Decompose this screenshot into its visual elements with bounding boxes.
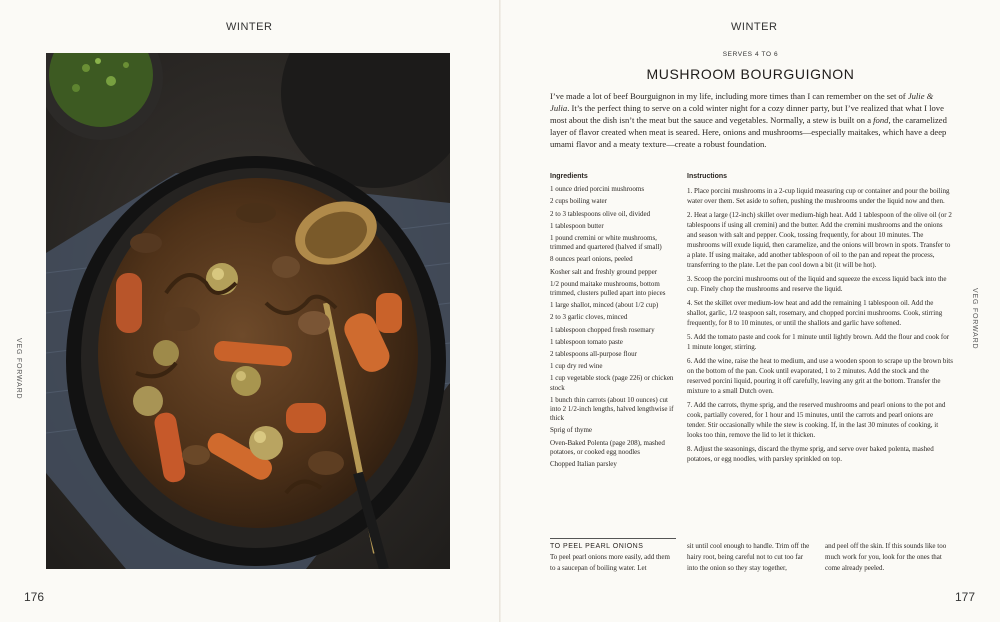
- ingredient-item: 1 cup dry red wine: [550, 362, 603, 371]
- intro-italic-2: fond: [873, 115, 889, 125]
- instruction-step: 5. Add the tomato paste and cook for 1 minute until lightly brown. Add the flour and cook for 1 minute longer, stirring.: [687, 333, 950, 351]
- instructions-list: [687, 172, 953, 468]
- instruction-step: 1. Place porcini mushrooms in a 2-cup liquid measuring cup or container and pour the boiling water over them. Set aside to soften, pushing the mushrooms under the liquid now and then.: [687, 187, 950, 205]
- recipe-title: MUSHROOM BOURGUIGNON: [646, 66, 855, 82]
- ingredient-item: 1 pound cremini or white mushrooms, trimmed and quartered (halved if small): [550, 234, 662, 252]
- left-section-header: WINTER: [226, 21, 273, 33]
- instruction-step: 4. Set the skillet over medium-low heat and add the remaining 1 tablespoon oil. Add the shallot, garlic, 1/2 teaspoon salt, rosemary, and chopped porcini mushrooms. Cook, stirring frequently, for 8 to 10 minutes, or until the shallots and garlic have softened.: [687, 299, 943, 327]
- recipe-intro: [550, 90, 950, 150]
- right-side-label: VEG FORWARD: [971, 288, 978, 350]
- ingredient-item: 1 tablespoon tomato paste: [550, 337, 623, 346]
- serves-line: SERVES 4 TO 6: [722, 51, 779, 58]
- tip-column-1: [550, 538, 676, 574]
- ingredient-item: Kosher salt and freshly ground pepper: [550, 267, 658, 276]
- ingredient-item: Sprig of thyme: [550, 426, 592, 435]
- dish-photo: [46, 53, 450, 569]
- ingredient-item: 1 tablespoon butter: [550, 221, 604, 230]
- ingredient-item: 2 to 3 garlic cloves, minced: [550, 313, 628, 322]
- stew-illustration: [46, 53, 450, 569]
- ingredient-item: Chopped Italian parsley: [550, 460, 617, 469]
- instruction-step: 8. Adjust the seasonings, discard the thyme sprig, and serve over baked polenta, mashed potatoes, or egg noodles, with parsley sprinkled on top.: [687, 445, 934, 463]
- right-section-header: WINTER: [731, 21, 778, 33]
- instruction-step: 2. Heat a large (12-inch) skillet over medium-high heat. Add 1 tablespoon of the olive oil (or 2 tablespoons if using all cremini) and the butter. Add the cremini mushrooms and the onions and season with salt and pepper. Cook, tossing frequently, for about 10 minutes. The mushrooms will exude liquid, then caramelize, and the onions will brown in spots. Transfer to a plate. If using maitake, add another tablespoon of oil to the pan and repeat the process, transferring to the plate. Let the pan cool down a bit (it will be hot).: [687, 211, 952, 269]
- ingredient-item: 1 ounce dried porcini mushrooms: [550, 185, 645, 194]
- right-page-number: 177: [955, 590, 976, 604]
- ingredient-item: 8 ounces pearl onions, peeled: [550, 255, 633, 264]
- tip-text-2: sit until cool enough to handle. Trim off the hairy root, being careful not to cut too far into the onion so they stay together,: [687, 542, 810, 572]
- intro-text-1: I’ve made a lot of beef Bourguignon in my life, including more times than I can remember on the set of: [550, 91, 908, 101]
- tip-text-1: To peel pearl onions more easily, add them to a saucepan of boiling water. Let: [550, 553, 670, 572]
- ingredient-item: Oven-Baked Polenta (page 208), mashed potatoes, or cooked egg noodles: [550, 438, 665, 456]
- ingredient-item: 1 tablespoon chopped fresh rosemary: [550, 325, 655, 334]
- ingredient-item: 1 cup vegetable stock (page 226) or chicken stock: [550, 374, 674, 392]
- left-page-number: 176: [24, 590, 45, 604]
- intro-text-2: . It’s the perfect thing to serve on a cold winter night for a cozy dinner party, but I’ve realized that what I love most about the dish isn’t the meat but the sauce and vegetables. Normally, a stew is built on a: [550, 103, 944, 125]
- ingredient-item: 2 to 3 tablespoons olive oil, divided: [550, 209, 651, 218]
- tip-text-3: and peel off the skin. If this sounds like too much work for you, look for the ones that come already peeled.: [825, 542, 947, 572]
- intro-text-3: , the caramelized layer of flavor created when meat is seared. Here, onions and mushrooms—especially maitakes, which have a deep umami flavor and a meaty texture—create a robust foundation.: [550, 115, 947, 149]
- ingredients-heading: Ingredients: [550, 173, 588, 180]
- tip-heading: TO PEEL PEARL ONIONS: [550, 538, 676, 552]
- ingredient-item: 2 tablespoons all-purpose flour: [550, 350, 637, 359]
- ingredient-item: 1 large shallot, minced (about 1/2 cup): [550, 301, 659, 310]
- ingredients-list: [550, 172, 678, 472]
- instruction-step: 6. Add the wine, raise the heat to medium, and use a wooden spoon to scrape up the brown bits on the bottom of the pan. Cook until evaporated, 1 to 2 minutes. Add the stock and the reserved porcini liquid, pouring it off carefully, leaving any grit at the bottom. Transfer the mixture to a small Dutch oven.: [687, 357, 953, 395]
- instructions-heading: Instructions: [687, 173, 728, 180]
- ingredient-item: 1 bunch thin carrots (about 10 ounces) cut into 2 1/2-inch lengths, halved lengthwise if thick: [550, 395, 674, 423]
- ingredient-item: 1/2 pound maitake mushrooms, bottom trimmed, clusters pulled apart into pieces: [550, 279, 666, 298]
- left-side-label: VEG FORWARD: [15, 338, 22, 400]
- book-gutter: [499, 0, 501, 622]
- intro-italic-1: Julie & Julia: [550, 91, 934, 113]
- instruction-step: 3. Scoop the porcini mushrooms out of the liquid and squeeze the excess liquid back into the cup. Finely chop the mushrooms and reserve the liquid.: [687, 275, 947, 293]
- ingredient-item: 2 cups boiling water: [550, 197, 607, 206]
- instruction-step: 7. Add the carrots, thyme sprig, and the reserved mushrooms and pearl onions to the pot and cook, partially covered, for 1 hour and 15 minutes, until the carrots and pearl onions are tender. Stir occasionally while the stew is cooking. If, in the last 30 minutes of cooking, it looks too thin, remove the lid to let it thicken.: [687, 401, 946, 439]
